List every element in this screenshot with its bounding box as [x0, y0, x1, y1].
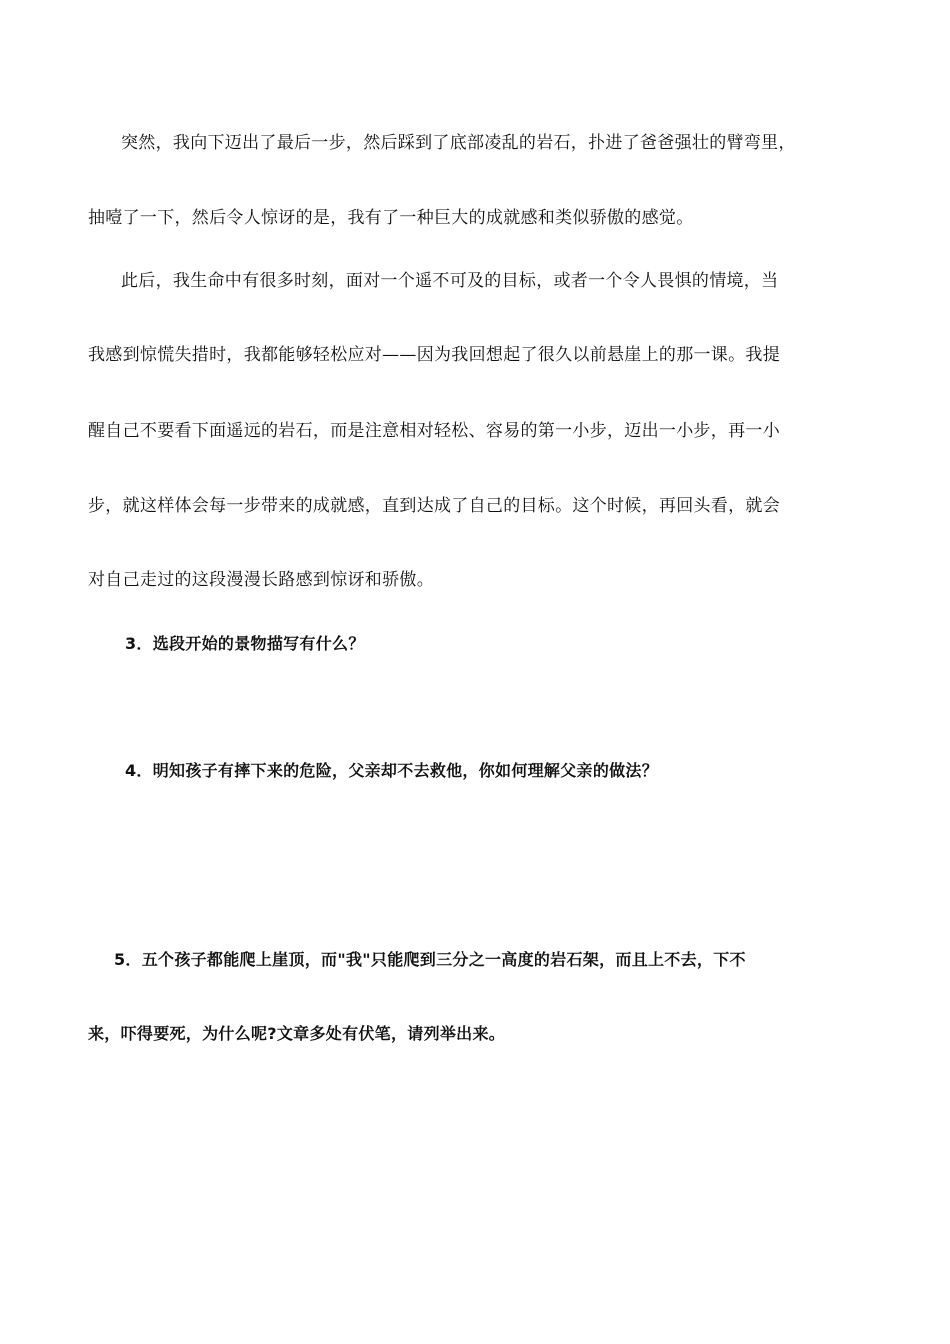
- question-text: 5．五个孩子都能爬上崖顶，而"我"只能爬到三分之一高度的岩石架，而且上不去，下不: [114, 950, 746, 969]
- paragraph-line: 我感到惊慌失措时，我都能够轻松应对——因为我回想起了很久以前悬崖上的那一课。我提: [88, 345, 780, 365]
- paragraph-line: 突然，我向下迈出了最后一步，然后踩到了底部凌乱的岩石，扑进了爸爸强壮的臂弯里，: [121, 133, 796, 153]
- question-text: 3．选段开始的景物描写有什么？: [125, 634, 365, 653]
- question-text: 4．明知孩子有摔下来的危险，父亲却不去救他，你如何理解父亲的做法？: [125, 761, 659, 780]
- paragraph-line: 步，就这样体会每一步带来的成就感，直到达成了自己的目标。这个时候，再回头看，就会: [88, 496, 780, 516]
- paragraph-line: 此后，我生命中有很多时刻，面对一个遥不可及的目标，或者一个令人畏惧的情境，当: [121, 271, 779, 291]
- paragraph-line: 醒自己不要看下面遥远的岩石，而是注意相对轻松、容易的第一小步，迈出一小步，再一小: [88, 421, 780, 441]
- paragraph-line: 抽噎了一下，然后令人惊讶的是，我有了一种巨大的成就感和类似骄傲的感觉。: [88, 208, 694, 228]
- paragraph-line: 对自己走过的这段漫漫长路感到惊讶和骄傲。: [88, 570, 434, 590]
- question-text: 来，吓得要死，为什么呢?文章多处有伏笔，请列举出来。: [88, 1024, 506, 1043]
